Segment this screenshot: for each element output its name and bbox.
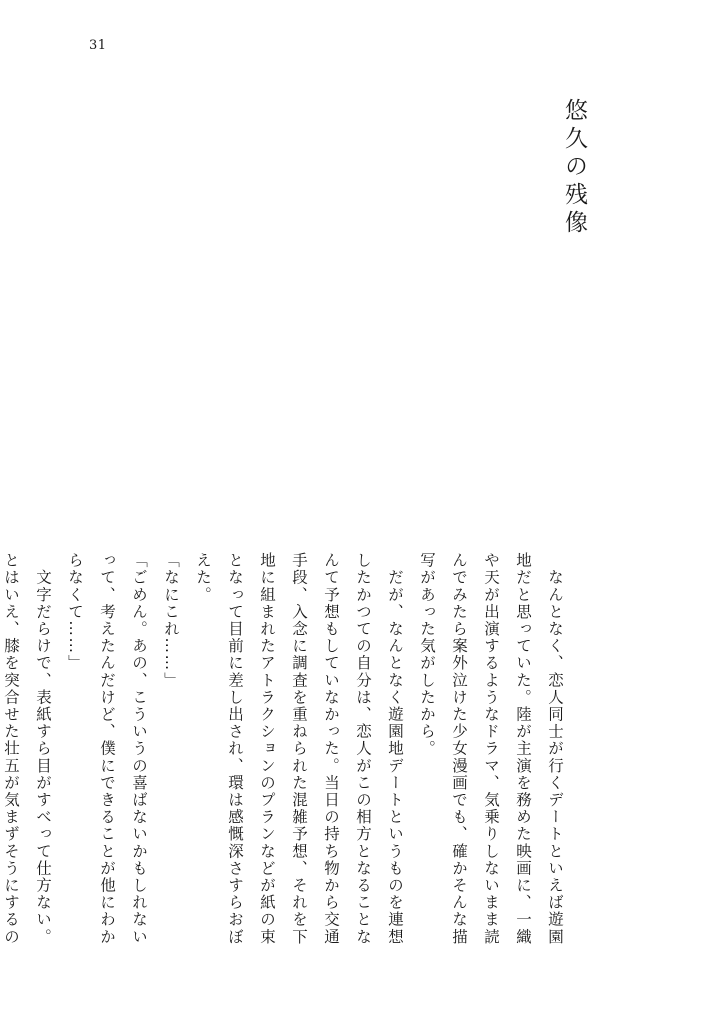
page-number: 31	[89, 38, 107, 53]
paragraph: 「なにこれ……」	[162, 552, 180, 689]
chapter-title: 悠久の残像	[561, 98, 587, 238]
paragraph: なんとなく、恋人同士が行くデートといえば遊園地だと思っていた。陸が主演を務めた映画に、一織や天が出演するようなドラマ、気乗りしないまま読んでみたら案外泣けた少女漫画でも、確かそんな描写があった気がしたから。	[418, 552, 564, 946]
paragraph: 「ごめん。あの、こういうの喜ばないかもしれないって、考えたんだけど、僕にできることが他にわからなくて……」	[66, 552, 148, 946]
paragraph: 文字だらけで、表紙すら目がすべって仕方ない。とはいえ、膝を突合せた壮五が気まずそうにするの	[2, 552, 52, 946]
body-text	[0, 552, 571, 952]
paragraph: だが、なんとなく遊園地デートというものを連想したかつての自分は、恋人がこの相方となることなんて予想もしていなかった。当日の持ち物から交通手段、入念に調査を重ねられた混雑予想、それを下地に組まれたアトラクションのプランなどが紙の束となって目前に差し出され、環は感慨深さすらおぼえた。	[194, 552, 404, 946]
